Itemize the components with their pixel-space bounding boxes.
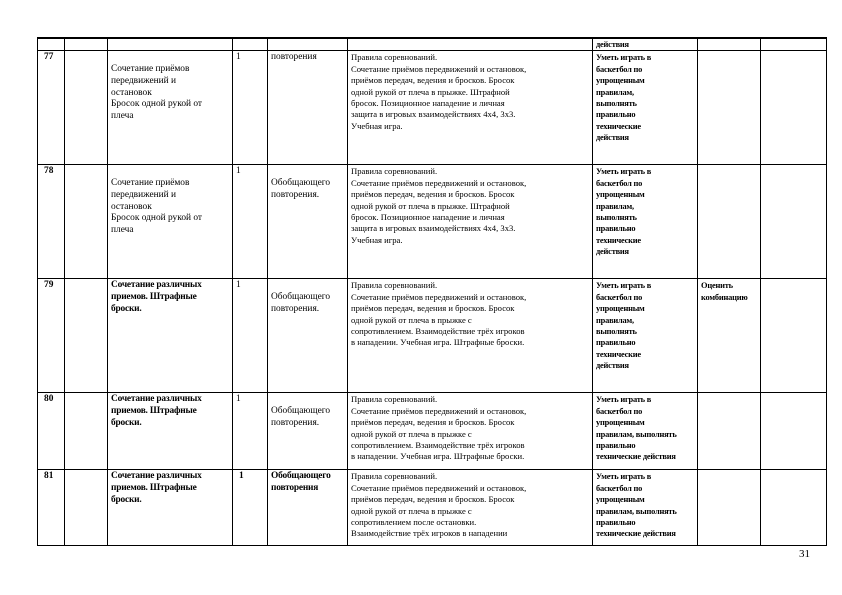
table-cell bbox=[761, 470, 827, 546]
lesson-type: Обобщающего повторения. bbox=[268, 165, 348, 279]
lesson-topic: Сочетание различных приемов. Штрафные броски. bbox=[108, 279, 233, 393]
lesson-content: Правила соревнований. Сочетание приёмов передвижений и остановок, приёмов передач, ведения и бросков. Бросок одной рукой от плеча в прыжке с сопротивлением. Взаимодействие трёх игроков в нападении. Учебная игра. Штрафные броски. bbox=[348, 279, 593, 393]
control-cell bbox=[698, 165, 761, 279]
table-cell bbox=[65, 279, 108, 393]
lesson-content: Правила соревнований. Сочетание приёмов передвижений и остановок, приёмов передач, ведения и бросков. Бросок одной рукой от плеча в прыжке. Штрафной бросок. Позиционное нападение и личная защита в игровых взаимодействиях 4х4, 3х3. Учебная игра. bbox=[348, 51, 593, 165]
lesson-type: повторения bbox=[268, 51, 348, 165]
lesson-hours: 1 bbox=[233, 393, 268, 470]
lesson-content: Правила соревнований. Сочетание приёмов передвижений и остановок, приёмов передач, ведения и бросков. Бросок одной рукой от плеча в прыжке с сопротивлением. Взаимодействие трёх игроков в нападении. Учебная игра. Штрафные броски. bbox=[348, 393, 593, 470]
table-cell bbox=[761, 165, 827, 279]
table-row bbox=[38, 393, 827, 470]
lesson-number: 81 bbox=[38, 470, 65, 546]
page-number: 31 bbox=[799, 548, 810, 560]
skills-cell: Уметь играть в баскетбол по упрощенным правилам, выполнять правильно технические действия bbox=[593, 279, 698, 393]
lesson-hours: 1 bbox=[233, 165, 268, 279]
table-cell bbox=[761, 51, 827, 165]
table-cell bbox=[761, 279, 827, 393]
skills-cell: Уметь играть в баскетбол по упрощенным правилам, выполнять правильно технические действия bbox=[593, 393, 698, 470]
lesson-type: Обобщающего повторения. bbox=[268, 393, 348, 470]
table-cell bbox=[761, 38, 827, 51]
table-cell bbox=[65, 165, 108, 279]
table-cell bbox=[65, 470, 108, 546]
table-cell bbox=[108, 38, 233, 51]
lesson-number: 77 bbox=[38, 51, 65, 165]
lesson-content: Правила соревнований. Сочетание приёмов передвижений и остановок, приёмов передач, ведения и бросков. Бросок одной рукой от плеча в прыжке с сопротивлением после остановки. Взаимодействие трёх игроков в нападении bbox=[348, 470, 593, 546]
table-cell bbox=[698, 38, 761, 51]
skills-cell: Уметь играть в баскетбол по упрощенным правилам, выполнять правильно технические действия bbox=[593, 470, 698, 546]
table-cell bbox=[38, 38, 65, 51]
table-row bbox=[38, 165, 827, 279]
table-cell bbox=[233, 38, 268, 51]
table-cell bbox=[65, 393, 108, 470]
control-cell bbox=[698, 470, 761, 546]
lesson-plan-table bbox=[37, 37, 827, 546]
control-cell bbox=[698, 393, 761, 470]
lesson-number: 80 bbox=[38, 393, 65, 470]
lesson-hours: 1 bbox=[233, 470, 268, 546]
table-row-continuation bbox=[38, 38, 827, 51]
table-cell bbox=[65, 51, 108, 165]
lesson-type: Обобщающего повторения bbox=[268, 470, 348, 546]
table-cell bbox=[65, 38, 108, 51]
lesson-content: Правила соревнований. Сочетание приёмов передвижений и остановок, приёмов передач, ведения и бросков. Бросок одной рукой от плеча в прыжке. Штрафной бросок. Позиционное нападение и личная защита в игровых взаимодействиях 4х4, 3х3. Учебная игра. bbox=[348, 165, 593, 279]
lesson-number: 79 bbox=[38, 279, 65, 393]
control-cell bbox=[698, 51, 761, 165]
lesson-hours: 1 bbox=[233, 51, 268, 165]
lesson-topic: Сочетание приёмов передвижений и остановок Бросок одной рукой от плеча bbox=[108, 51, 233, 165]
table-cell bbox=[348, 38, 593, 51]
skills-cell: действия bbox=[593, 38, 698, 51]
table-cell bbox=[268, 38, 348, 51]
lesson-topic: Сочетание различных приемов. Штрафные броски. bbox=[108, 393, 233, 470]
skills-cell: Уметь играть в баскетбол по упрощенным правилам, выполнять правильно технические действия bbox=[593, 51, 698, 165]
control-cell: Оценить комбинацию bbox=[698, 279, 761, 393]
lesson-number: 78 bbox=[38, 165, 65, 279]
lesson-topic: Сочетание различных приемов. Штрафные броски. bbox=[108, 470, 233, 546]
table-cell bbox=[761, 393, 827, 470]
lesson-type: Обобщающего повторения. bbox=[268, 279, 348, 393]
lesson-hours: 1 bbox=[233, 279, 268, 393]
table-row bbox=[38, 51, 827, 165]
table-row bbox=[38, 279, 827, 393]
lesson-topic: Сочетание приёмов передвижений и остановок Бросок одной рукой от плеча bbox=[108, 165, 233, 279]
table-row bbox=[38, 470, 827, 546]
skills-cell: Уметь играть в баскетбол по упрощенным правилам, выполнять правильно технические действия bbox=[593, 165, 698, 279]
